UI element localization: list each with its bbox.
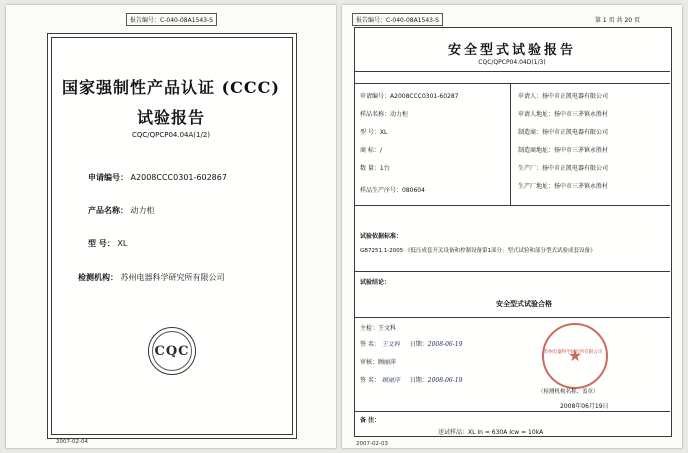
info-right-0 bbox=[518, 91, 608, 100]
left-field-3 bbox=[78, 272, 225, 283]
signature-0 bbox=[360, 323, 396, 332]
signature-3-date-label: 日期： bbox=[409, 377, 428, 384]
info-right-0-value: 扬中市正凯电器有限公司 bbox=[542, 93, 609, 100]
stamp-date: 2008年06月19日 bbox=[560, 403, 609, 410]
left-field-3-label: 检测机构： bbox=[78, 272, 118, 282]
stamp-caption: （检测机构名称、盖章） bbox=[538, 389, 599, 395]
signature-1-label: 签 名： bbox=[360, 341, 380, 348]
basis-bottom-line bbox=[354, 271, 670, 272]
info-right-2 bbox=[518, 127, 608, 136]
signature-0-label: 主检： bbox=[360, 325, 379, 332]
left-field-3-value: 苏州电器科学研究所有限公司 bbox=[120, 273, 225, 282]
right-footer-code: 2007-02-03 bbox=[356, 441, 388, 447]
info-right-1-value: 扬中市三茅镇永胜村 bbox=[554, 111, 609, 118]
right-report-no bbox=[352, 13, 443, 26]
info-left-2-label: 型 号： bbox=[360, 129, 380, 136]
right-report-no-label: 报告编号： bbox=[356, 17, 387, 24]
left-page-scan bbox=[6, 5, 336, 448]
signature-2-value: 顾丽萍 bbox=[378, 359, 397, 366]
signature-3-date: 2008-06-19 bbox=[427, 377, 463, 384]
left-field-0-label: 申请编号： bbox=[88, 172, 128, 182]
left-footer-code: 2007-02-04 bbox=[56, 439, 88, 445]
left-title-line2: 试验报告 bbox=[136, 108, 205, 127]
info-left-0 bbox=[360, 91, 458, 100]
info-right-4 bbox=[518, 163, 608, 172]
right-page-scan bbox=[342, 5, 682, 448]
info-right-1-label: 申请人地址： bbox=[518, 111, 555, 118]
info-left-3-value: / bbox=[379, 147, 382, 154]
organization-red-stamp bbox=[542, 323, 608, 389]
basis-text: GB7251.1-2005 《低压成套开关设备和控制设备第1部分：型式试验和部分型式试验成套设备》 bbox=[360, 248, 596, 254]
left-report-no-label: 报告编号： bbox=[130, 17, 161, 24]
signature-1-date-label: 日期： bbox=[409, 341, 428, 348]
basis-label: 试验依据标准： bbox=[360, 233, 403, 240]
signature-1-date: 2008-06-19 bbox=[427, 341, 463, 348]
conclusion-bottom-line bbox=[354, 317, 670, 318]
info-left-0-value: A2008CCC0301-60287 bbox=[390, 93, 459, 100]
remark-label: 备 注： bbox=[360, 417, 381, 424]
right-report-no-value: C-040-08A1543-S bbox=[386, 17, 439, 24]
conclusion-text: 安全型式试验合格 bbox=[496, 300, 552, 308]
signature-bottom-line bbox=[354, 411, 670, 412]
signature-3-label: 签 名： bbox=[360, 377, 380, 384]
info-left-1-value: 动力柜 bbox=[390, 111, 409, 118]
info-left-4 bbox=[360, 163, 390, 172]
info-right-4-value: 扬中市正凯电器有限公司 bbox=[542, 165, 609, 172]
right-code-line: CQC/QPCP04.04D(1/3) bbox=[478, 59, 546, 66]
left-code-line: CQC/QPCP04.04A(1/2) bbox=[131, 131, 211, 139]
left-field-2 bbox=[88, 238, 127, 249]
red-stamp-text: 苏州电器科学研究所有限公司 bbox=[543, 350, 603, 355]
info-left-3-label: 商 标： bbox=[360, 147, 380, 154]
left-field-0 bbox=[88, 172, 227, 183]
cqc-seal-text: CQC bbox=[154, 343, 190, 359]
right-page-number: 第 1 页 共 20 页 bbox=[595, 17, 640, 24]
left-field-2-value: XL bbox=[117, 239, 128, 248]
info-right-3-value: 扬中市三茅镇永胜村 bbox=[554, 147, 609, 154]
info-right-3 bbox=[518, 145, 608, 154]
signature-2 bbox=[360, 357, 396, 366]
info-left-5-label: 样品生产序号： bbox=[360, 187, 403, 194]
info-left-1 bbox=[360, 109, 408, 118]
info-right-1 bbox=[518, 109, 608, 118]
left-field-1-label: 产品名称： bbox=[88, 205, 128, 215]
left-field-1-value: 动力柜 bbox=[130, 206, 155, 215]
left-report-no-value: C-040-08A1543-S bbox=[160, 17, 213, 24]
cqc-seal bbox=[148, 327, 196, 375]
info-right-0-label: 申请人： bbox=[518, 93, 543, 100]
left-report-no bbox=[126, 13, 217, 26]
info-mid-line bbox=[510, 83, 511, 205]
info-right-2-value: 扬中市正凯电器有限公司 bbox=[542, 129, 609, 136]
signature-1 bbox=[360, 339, 462, 348]
info-right-5-label: 生产厂地址： bbox=[518, 183, 555, 190]
info-left-2-value: XL bbox=[379, 129, 388, 136]
left-title-line1: 国家强制性产品认证 (CCC) bbox=[62, 78, 280, 97]
info-left-4-label: 数 量： bbox=[360, 165, 380, 172]
left-field-1 bbox=[88, 205, 155, 216]
signature-2-label: 审核： bbox=[360, 359, 379, 366]
signature-0-value: 王文科 bbox=[378, 325, 397, 332]
info-top-line bbox=[354, 83, 670, 84]
info-left-3 bbox=[360, 145, 382, 154]
info-right-4-label: 生产厂： bbox=[518, 165, 543, 172]
signature-3 bbox=[360, 375, 462, 384]
info-left-4-value: 1台 bbox=[379, 165, 390, 172]
remark-text: 送试样品：XL In = 630A Icw = 10kA bbox=[438, 429, 544, 436]
conclusion-label: 试验结论： bbox=[360, 279, 391, 286]
left-field-2-label: 型 号： bbox=[88, 238, 115, 248]
title-divider bbox=[354, 71, 670, 72]
info-left-5 bbox=[360, 185, 425, 194]
info-left-2 bbox=[360, 127, 387, 136]
info-right-5-value: 扬中市三茅镇永胜村 bbox=[554, 183, 609, 190]
info-right-3-label: 制造商地址： bbox=[518, 147, 555, 154]
info-left-5-value: 080604 bbox=[402, 187, 425, 194]
left-field-0-value: A2008CCC0301-602867 bbox=[130, 173, 227, 182]
info-left-0-label: 申请编号： bbox=[360, 93, 391, 100]
signature-1-handwriting: 王文科 bbox=[381, 341, 400, 348]
info-right-2-label: 制造商： bbox=[518, 129, 543, 136]
info-left-1-label: 样品名称： bbox=[360, 111, 391, 118]
star-icon: ★ bbox=[567, 346, 583, 365]
signature-3-handwriting: 顾丽萍 bbox=[381, 377, 400, 384]
info-bottom-line bbox=[354, 205, 670, 206]
info-right-5 bbox=[518, 181, 608, 190]
right-title: 安全型式试验报告 bbox=[447, 43, 576, 58]
